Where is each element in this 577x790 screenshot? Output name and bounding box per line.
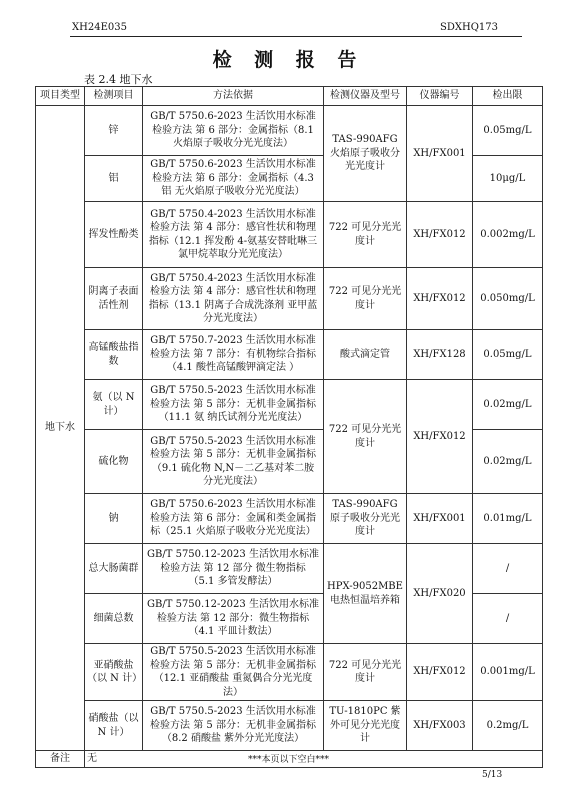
table-row xyxy=(36,106,543,156)
report-number: XH24E035 xyxy=(72,22,127,33)
limit-cell: 0.01mg/L xyxy=(473,494,543,544)
instrument-cell: 722 可见分光光度计 xyxy=(324,380,407,494)
remark-label: 备注 xyxy=(36,751,85,768)
item-cell: 硝酸盐（以 N 计） xyxy=(85,701,143,751)
method-cell: GB/T 5750.4-2023 生活饮用水标准检验方法 第 4 部分：感官性状和物理指标（13.1 阴离子合成洗涤剂 亚甲蓝分光光度法） xyxy=(143,268,324,330)
limit-cell: / xyxy=(473,544,543,594)
page-number: 5/13 xyxy=(482,770,503,780)
blank-below-note: ***本页以下空白*** xyxy=(247,755,329,765)
table-row xyxy=(36,644,543,701)
col-header-instrument-id: 仪器编号 xyxy=(407,87,473,106)
table-row xyxy=(36,202,543,268)
item-cell: 钠 xyxy=(85,494,143,544)
limit-cell: / xyxy=(473,594,543,644)
col-header-instrument: 检测仪器及型号 xyxy=(324,87,407,106)
instrument-id-cell: XH/FX012 xyxy=(407,202,473,268)
item-cell: 锌 xyxy=(85,106,143,156)
method-cell: GB/T 5750.5-2023 生活饮用水标准检验方法 第 5 部分：无机非金属指标（9.1 硫化物 N,N－二乙基对苯二胺分光光度法） xyxy=(143,430,324,494)
instrument-id-cell: XH/FX001 xyxy=(407,494,473,544)
instrument-id-cell: XH/FX012 xyxy=(407,268,473,330)
item-cell: 氨（以 N 计） xyxy=(85,380,143,430)
instrument-cell: 722 可见分光光度计 xyxy=(324,268,407,330)
limit-cell: 0.05mg/L xyxy=(473,330,543,380)
item-cell: 阴离子表面活性剂 xyxy=(85,268,143,330)
item-cell: 硫化物 xyxy=(85,430,143,494)
method-cell: GB/T 5750.7-2023 生活饮用水标准检验方法 第 7 部分：有机物综合指标（4.1 酸性高锰酸钾滴定法 ） xyxy=(143,330,324,380)
col-header-item: 检测项目 xyxy=(85,87,143,106)
limit-cell: 0.001mg/L xyxy=(473,644,543,701)
method-cell: GB/T 5750.5-2023 生活饮用水标准检验方法 第 5 部分：无机非金属指标（8.2 硝酸盐 紫外分光光度法） xyxy=(143,701,324,751)
limit-cell: 0.02mg/L xyxy=(473,430,543,494)
col-header-limit: 检出限 xyxy=(473,87,543,106)
instrument-id-cell: XH/FX001 xyxy=(407,106,473,202)
instrument-id-cell: XH/FX128 xyxy=(407,330,473,380)
instrument-cell: 722 可见分光光度计 xyxy=(324,644,407,701)
limit-cell: 0.2mg/L xyxy=(473,701,543,751)
header-divider xyxy=(70,36,522,37)
method-cell: GB/T 5750.6-2023 生活饮用水标准检验方法 第 6 部分：金属指标（8.1 火焰原子吸收分光光度法） xyxy=(143,106,324,156)
instrument-id-cell: XH/FX003 xyxy=(407,701,473,751)
table-row xyxy=(36,544,543,594)
instrument-cell: 酸式滴定管 xyxy=(324,330,407,380)
instrument-id-cell: XH/FX020 xyxy=(407,544,473,644)
table-row xyxy=(36,268,543,330)
instrument-cell: 722 可见分光光度计 xyxy=(324,202,407,268)
limit-cell: 0.002mg/L xyxy=(473,202,543,268)
limit-cell: 0.050mg/L xyxy=(473,268,543,330)
col-header-category: 项目类型 xyxy=(36,87,85,106)
page-title: 检 测 报 告 xyxy=(212,49,365,71)
table-row xyxy=(36,330,543,380)
item-cell: 高锰酸盐指数 xyxy=(85,330,143,380)
method-cell: GB/T 5750.12-2023 生活饮用水标准检验方法 第 12 部分：微生物指标 （4.1 平皿计数法） xyxy=(143,594,324,644)
instrument-cell: TAS-990AFG 火焰原子吸收分光光度计 xyxy=(324,106,407,202)
sample-code: SDXHQ173 xyxy=(440,22,498,33)
table-row xyxy=(36,701,543,751)
table-row xyxy=(36,494,543,544)
test-method-table xyxy=(35,86,543,768)
limit-cell: 10μg/L xyxy=(473,156,543,202)
limit-cell: 0.02mg/L xyxy=(473,380,543,430)
category-cell: 地下水 xyxy=(36,106,85,751)
instrument-id-cell: XH/FX012 xyxy=(407,644,473,701)
table-row xyxy=(36,380,543,430)
item-cell: 挥发性酚类 xyxy=(85,202,143,268)
table-header-row xyxy=(36,87,543,106)
method-cell: GB/T 5750.6-2023 生活饮用水标准检验方法 第 6 部分：金属和类金属指标（25.1 火焰原子吸收分光光度法） xyxy=(143,494,324,544)
item-cell: 细菌总数 xyxy=(85,594,143,644)
method-cell: GB/T 5750.4-2023 生活饮用水标准检验方法 第 4 部分：感官性状和物理指标（12.1 挥发酚 4-氨基安替吡啉三氯甲烷萃取分光光度法） xyxy=(143,202,324,268)
limit-cell: 0.05mg/L xyxy=(473,106,543,156)
item-cell: 总大肠菌群 xyxy=(85,544,143,594)
method-cell: GB/T 5750.12-2023 生活饮用水标准检验方法 第 12 部分 微生物指标 （5.1 多管发酵法） xyxy=(143,544,324,594)
method-cell: GB/T 5750.5-2023 生活饮用水标准检验方法 第 5 部分：无机非金属指标（12.1 亚硝酸盐 重氮偶合分光光度法） xyxy=(143,644,324,701)
instrument-id-cell: XH/FX012 xyxy=(407,380,473,494)
instrument-cell: TU-1810PC 紫外可见分光光度计 xyxy=(324,701,407,751)
item-cell: 亚硝酸盐（以 N 计） xyxy=(85,644,143,701)
method-cell: GB/T 5750.5-2023 生活饮用水标准检验方法 第 5 部分：无机非金属指标（11.1 氨 纳氏试剂分光光度法） xyxy=(143,380,324,430)
remark-value: 无 xyxy=(85,751,543,768)
col-header-method: 方法依据 xyxy=(143,87,324,106)
table-caption: 表 2.4 地下水 xyxy=(84,73,153,86)
instrument-cell: TAS-990AFG 原子吸收分光光度计 xyxy=(324,494,407,544)
instrument-cell: HPX-9052MBE 电热恒温培养箱 xyxy=(324,544,407,644)
item-cell: 铝 xyxy=(85,156,143,202)
method-cell: GB/T 5750.6-2023 生活饮用水标准检验方法 第 6 部分：金属指标（4.3 铝 无火焰原子吸收分光光度法） xyxy=(143,156,324,202)
